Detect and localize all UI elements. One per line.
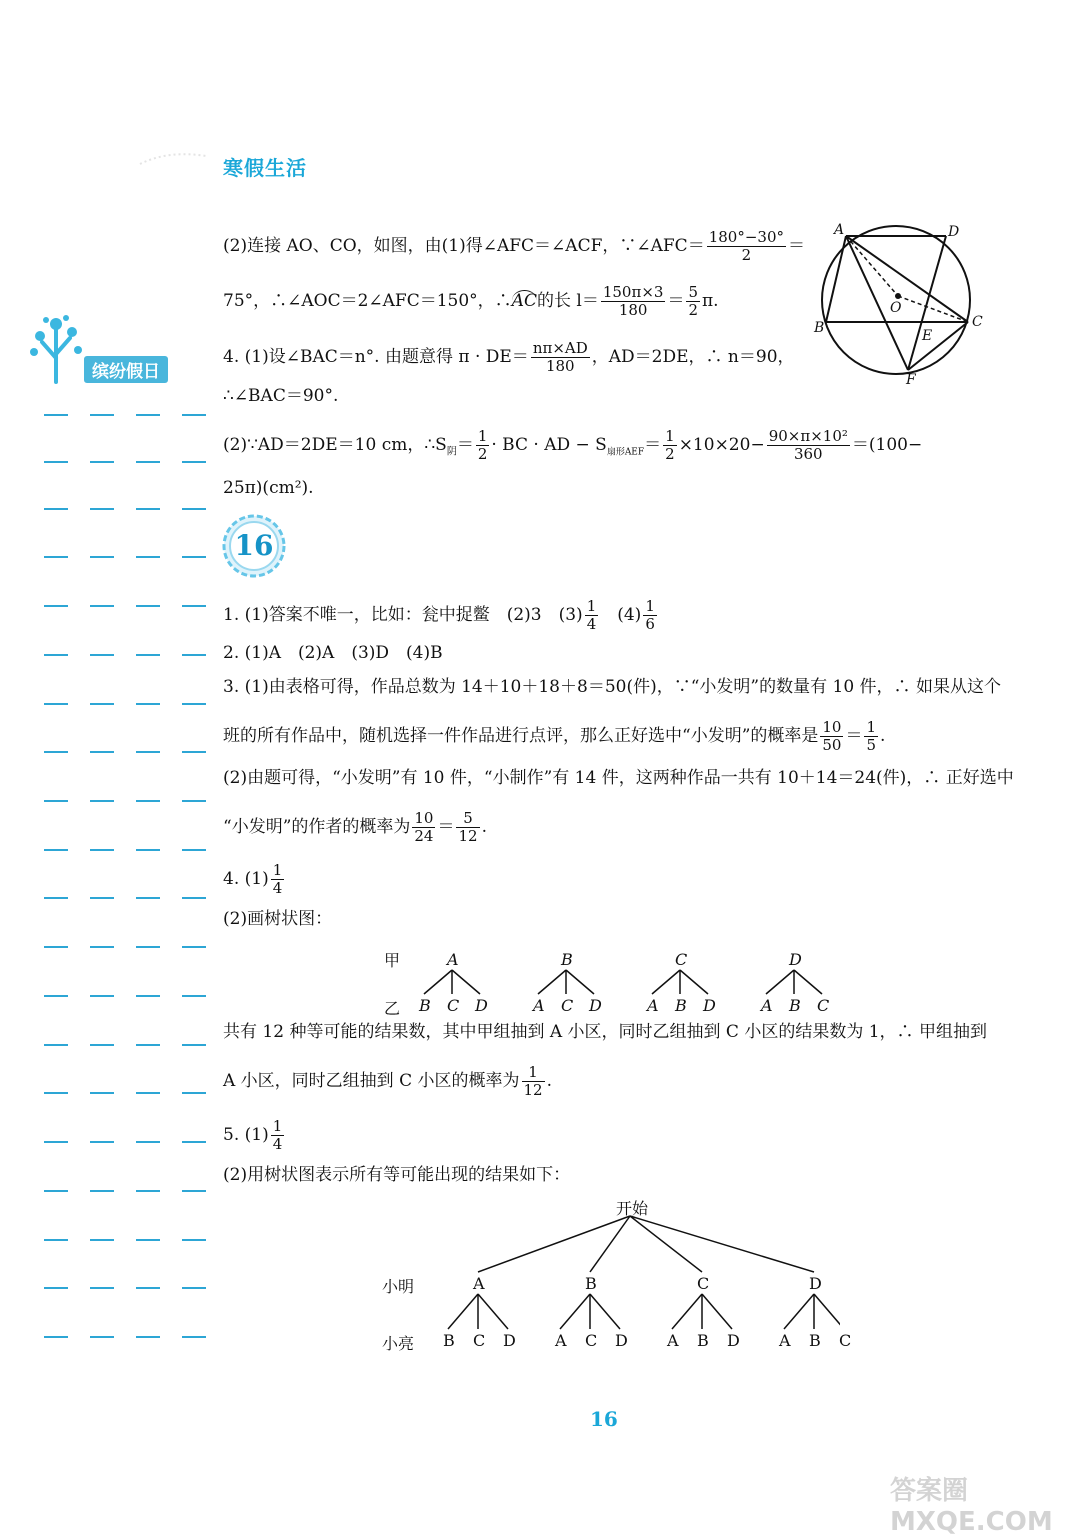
note-line (44, 1190, 206, 1192)
note-line (44, 605, 206, 607)
dash (44, 654, 68, 656)
note-line (44, 849, 206, 851)
tree-node-child: C (473, 1331, 486, 1350)
fraction: $\frac{1}{2}$ (665, 427, 675, 463)
tree2-row2-label: 小亮 (382, 1334, 415, 1353)
dash (90, 461, 114, 463)
dash (136, 1336, 160, 1338)
tree-node-child: B (443, 1331, 455, 1350)
dash (44, 1239, 68, 1241)
dash (182, 1190, 206, 1192)
dash (182, 897, 206, 899)
tree-node-parent: D (789, 950, 802, 969)
dash (44, 1336, 68, 1338)
dash (182, 995, 206, 997)
tree-edge (766, 970, 794, 994)
page-number: 16 (590, 1407, 618, 1431)
fraction: $\frac{1}{4}$ (272, 861, 283, 897)
dash (90, 703, 114, 705)
tree-node-child: D (727, 1331, 740, 1350)
tree-node-child: D (503, 1331, 516, 1350)
label-b: B (814, 320, 825, 336)
dash (90, 897, 114, 899)
dash (182, 946, 206, 948)
dash (44, 508, 68, 510)
tree-node-child: A (779, 1331, 791, 1350)
note-line (44, 508, 206, 510)
note-line (44, 654, 206, 656)
dash (44, 556, 68, 558)
page-header-title: 寒假生活 (223, 156, 307, 180)
tree-diagram-2 (380, 1194, 852, 1354)
note-line (44, 1287, 206, 1289)
tree-node-parent: B (561, 950, 573, 969)
dash (182, 1092, 206, 1094)
dash (90, 508, 114, 510)
dash (182, 849, 206, 851)
tree1-row2-label: 乙 (384, 999, 401, 1018)
dash (90, 654, 114, 656)
note-line (44, 703, 206, 705)
dash (44, 703, 68, 705)
s16-q5-part1: 5. (1) $\frac{1}{4}$ (223, 1117, 283, 1153)
tree-edge (814, 1294, 840, 1329)
dash (90, 800, 114, 802)
tree-node-child: A (533, 996, 545, 1015)
fraction: $\frac{10}{24}$ (414, 809, 434, 845)
dash (90, 946, 114, 948)
tree-node-parent: C (697, 1274, 710, 1293)
fraction: $\frac{1}{4}$ (272, 1117, 283, 1153)
dash (136, 605, 160, 607)
note-line (44, 1044, 206, 1046)
tree-node-child: B (697, 1331, 709, 1350)
dash (182, 751, 206, 753)
tree-node-child: B (809, 1331, 821, 1350)
s16-q5-part2: (2)用树状图表示所有等可能出现的结果如下： (223, 1165, 571, 1185)
dash (44, 1287, 68, 1289)
dash (136, 751, 160, 753)
dash (136, 849, 160, 851)
watermark: 答案圈 MXQE.COM (890, 1476, 1053, 1537)
fraction: $\frac{1}{12}$ (523, 1063, 543, 1099)
tree-edge (672, 1294, 702, 1329)
tree-edge (448, 1294, 478, 1329)
s16-q3-line1: 3. (1)由表格可得，作品总数为 14＋10＋18＋8＝50(件)，∵“小发明”的数量有 10 件，∴ 如果从这个 (223, 677, 1001, 697)
s16-q4-part2: (2)画树状图： (223, 909, 333, 929)
circle-diagram (808, 218, 988, 390)
s16-q4-line3: 共有 12 种等可能的结果数，其中甲组抽到 A 小区，同时乙组抽到 C 小区的结果数为 1，∴ 甲组抽到 (223, 1022, 987, 1042)
dash (136, 654, 160, 656)
tree-node-parent: C (675, 950, 688, 969)
label-o: O (890, 300, 902, 316)
fraction: $\frac{1}{2}$ (477, 427, 488, 463)
dash (182, 461, 206, 463)
tree-edge (794, 970, 822, 994)
s16-q4-part1: 4. (1) $\frac{1}{4}$ (223, 861, 283, 897)
dash (182, 556, 206, 558)
tree-node-child: A (647, 996, 659, 1015)
tree-node-child: C (839, 1331, 852, 1350)
dash (182, 414, 206, 416)
label-f: F (906, 372, 916, 388)
tree-edge (784, 1294, 814, 1329)
tree-diagram-1 (380, 946, 840, 1020)
dash (182, 1287, 206, 1289)
dash (182, 508, 206, 510)
dash (136, 995, 160, 997)
tree-node-child: B (789, 996, 801, 1015)
dash (90, 1190, 114, 1192)
dash (182, 800, 206, 802)
dash (90, 605, 114, 607)
tree-node-child: B (419, 996, 431, 1015)
dash (44, 849, 68, 851)
tree-node-child: D (589, 996, 602, 1015)
s16-q3-line3: (2)由题可得，“小发明”有 10 件，“小制作”有 14 件，这两种作品一共有 10＋14＝24(件)，∴ 正好选中 (223, 768, 1014, 788)
dash (136, 556, 160, 558)
dash (136, 1287, 160, 1289)
dash (90, 1336, 114, 1338)
tree-edge (590, 1216, 630, 1272)
note-line (44, 751, 206, 753)
dash (90, 849, 114, 851)
dash (136, 1239, 160, 1241)
header-decoration (138, 150, 208, 166)
note-line (44, 800, 206, 802)
note-line (44, 995, 206, 997)
dash (44, 1190, 68, 1192)
dash (136, 800, 160, 802)
tree-edge (566, 970, 594, 994)
tree-node-child: C (447, 996, 460, 1015)
dash (182, 1141, 206, 1143)
fraction: $\frac{180^\circ-30^\circ}{2}$ (708, 228, 784, 264)
dash (136, 1190, 160, 1192)
fraction: $\frac{1}{5}$ (866, 718, 877, 754)
fraction: $\frac{1}{4}$ (586, 597, 597, 633)
dash (44, 414, 68, 416)
dash (44, 995, 68, 997)
dash (136, 1141, 160, 1143)
tree-edge (478, 1294, 508, 1329)
dash (44, 1092, 68, 1094)
dash (90, 556, 114, 558)
tree-edge (478, 1216, 630, 1272)
dash (90, 414, 114, 416)
dash (90, 751, 114, 753)
tree-node-child: D (703, 996, 716, 1015)
dash (182, 703, 206, 705)
fraction: $\frac{10}{50}$ (822, 718, 842, 754)
tree-node-parent: A (447, 950, 459, 969)
tree2-root: 开始 (616, 1199, 649, 1218)
label-d: D (948, 224, 960, 240)
tree-node-parent: D (809, 1274, 822, 1293)
tree-edge (590, 1294, 620, 1329)
dash (136, 414, 160, 416)
tree-node-parent: A (473, 1274, 485, 1293)
tree-edge (630, 1216, 814, 1272)
note-line (44, 1141, 206, 1143)
dash (44, 1141, 68, 1143)
dash (44, 461, 68, 463)
s16-q1: 1. (1)答案不唯一，比如：瓮中捉鳖 (2)3 (3) $\frac{1}{4}$ (4) $\frac{1}{6}$ (223, 597, 655, 633)
q4-part1-line2: ∴∠BAC＝90°. (223, 386, 339, 406)
tree-node-child: A (667, 1331, 679, 1350)
fraction: $\frac{n\pi\times AD}{180}$ (532, 339, 588, 375)
q4-part2-line1: (2)∵AD＝2DE＝10 cm，$\therefore S_阴=$ $\frac{1}{2}$ · BC · AD − $S_{扇形AEF}=$ $\frac{1}{2}$ ×10×20− $\frac{\text{90×π×10²}}{360}$ ＝(100− (223, 427, 923, 463)
dash (182, 654, 206, 656)
tree-node-child: B (675, 996, 687, 1015)
dash (136, 703, 160, 705)
dash (182, 1044, 206, 1046)
dash (44, 946, 68, 948)
q3-part2-line1: (2)连接 AO、CO，如图，由(1)得∠AFC＝∠ACF，∵∠AFC＝ $\frac{180^\circ-30^\circ}{2}$ ＝ (223, 228, 805, 264)
note-line (44, 461, 206, 463)
note-line (44, 1092, 206, 1094)
tree-node-child: D (615, 1331, 628, 1350)
dash (136, 946, 160, 948)
dash (44, 897, 68, 899)
q4-part2-line2: 25π)(cm²). (223, 478, 314, 498)
tree-icon (26, 312, 86, 384)
tree-edge (652, 970, 680, 994)
fraction: $\frac{\text{90×π×10²}}{360}$ (768, 427, 848, 463)
dash (90, 1044, 114, 1046)
dash (136, 508, 160, 510)
dash (44, 1044, 68, 1046)
tree-edge (538, 970, 566, 994)
dash (136, 1092, 160, 1094)
tree-edge (630, 1216, 702, 1272)
s16-q3-line2: 班的所有作品中，随机选择一件作品进行点评，那么正好选中“小发明”的概率是 $\frac{10}{50}$ ＝ $\frac{1}{5}$ . (223, 718, 886, 754)
q4-part1-line1: 4. (1)设∠BAC＝n°. 由题意得 π · DE＝ $\frac{n\pi\times AD}{180}$ ，AD＝2DE，∴ n＝90， (223, 339, 795, 375)
dash (182, 1336, 206, 1338)
tree-node-child: C (585, 1331, 598, 1350)
tree-edge (452, 970, 480, 994)
s16-q2: 2. (1)A (2)A (3)D (4)B (223, 643, 443, 663)
dash (44, 800, 68, 802)
dash (136, 461, 160, 463)
tree-node-child: C (561, 996, 574, 1015)
dash (136, 897, 160, 899)
tree-edge (702, 1294, 732, 1329)
note-line (44, 556, 206, 558)
dash (90, 1141, 114, 1143)
dash (90, 1287, 114, 1289)
tree-node-child: A (555, 1331, 567, 1350)
note-line (44, 1336, 206, 1338)
s16-q3-line4: “小发明”的作者的概率为 $\frac{10}{24}$ ＝ $\frac{5}{12}$ . (223, 809, 487, 845)
dash (182, 605, 206, 607)
note-line (44, 897, 206, 899)
section-badge: 16 (222, 514, 286, 578)
note-line (44, 414, 206, 416)
sidebar-title: 缤纷假日 (84, 356, 168, 383)
tree-node-parent: B (585, 1274, 597, 1293)
dash (182, 1239, 206, 1241)
tree1-row1-label: 甲 (384, 951, 401, 970)
fraction: $\frac{1}{6}$ (645, 597, 655, 633)
label-c: C (972, 314, 983, 330)
dash (90, 1239, 114, 1241)
q3-part2-line2: 75°，∴∠AOC＝2∠AFC＝150°，∴AC的长 l＝ $\frac{150\pi\times 3}{180}$ ＝ $\frac{5}{2}$ π. (223, 283, 719, 319)
tree2-row1-label: 小明 (382, 1277, 415, 1296)
tree-node-child: A (761, 996, 773, 1015)
dash (90, 1092, 114, 1094)
fraction: $\frac{5}{2}$ (688, 283, 698, 319)
fraction: $\frac{150\pi\times 3}{180}$ (602, 283, 664, 319)
label-a: A (834, 222, 845, 238)
tree-edge (680, 970, 708, 994)
arc-ac: AC (511, 291, 537, 311)
tree-node-child: C (817, 996, 830, 1015)
dash (136, 1044, 160, 1046)
s16-q4-line4: A 小区，同时乙组抽到 C 小区的概率为 $\frac{1}{12}$ . (223, 1063, 552, 1099)
tree-node-child: D (475, 996, 488, 1015)
tree-edge (424, 970, 452, 994)
dash (44, 605, 68, 607)
dash (44, 751, 68, 753)
note-line (44, 946, 206, 948)
dash (90, 995, 114, 997)
tree-edge (560, 1294, 590, 1329)
label-e: E (922, 328, 933, 344)
note-line (44, 1239, 206, 1241)
fraction: $\frac{5}{12}$ (458, 809, 478, 845)
